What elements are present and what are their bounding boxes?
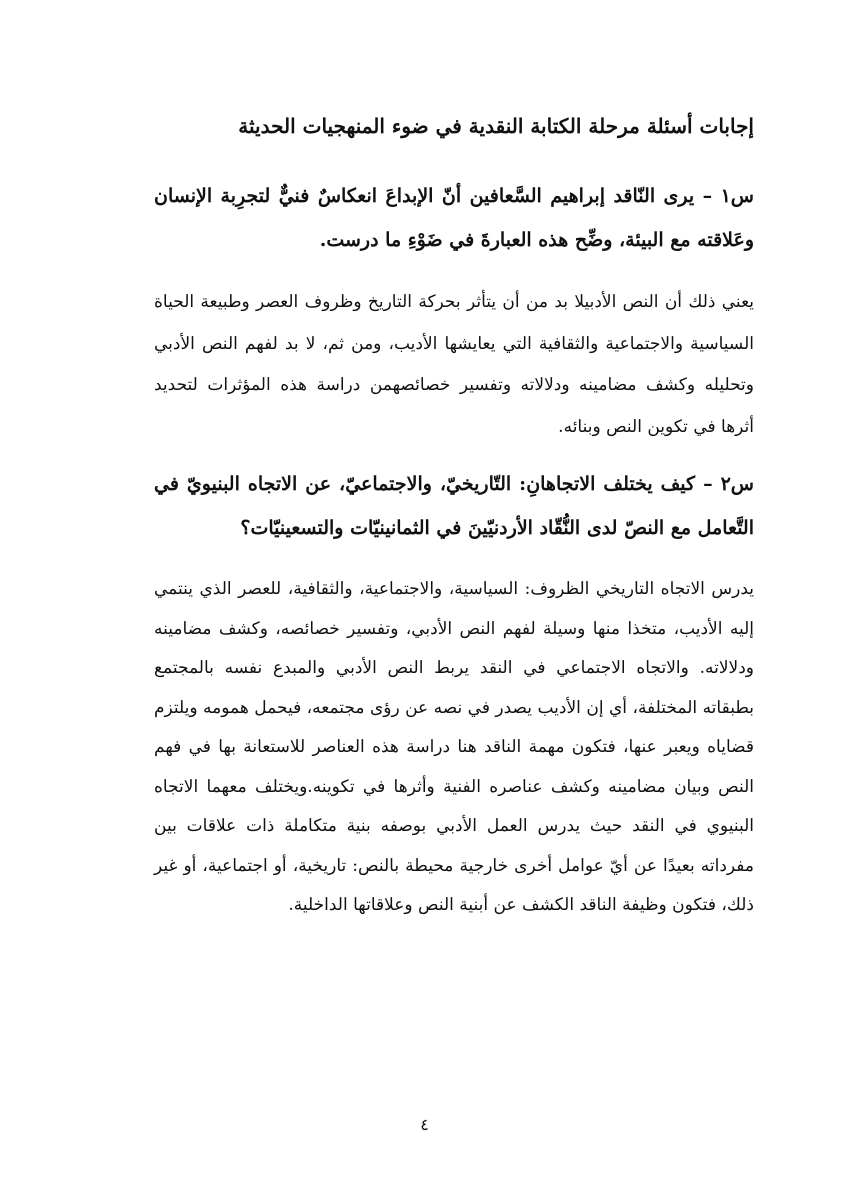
page-number: ٤ bbox=[420, 1115, 429, 1134]
question-block-2 bbox=[154, 462, 754, 926]
answer-2-text: يدرس الاتجاه التاريخي الظروف: السياسية، والاجتماعية، والثقافية، للعصر الذي ينتمي إليه الأديب، متخذا منها وسيلة لفهم النص الأدبي، وتفسير خصائصه، وكشف مضامينه ودلالاته. والاتجاه الاجتماعي في النقد يربط النص الأدبي والمبدع نفسه بالمجتمع بطبقاته المختلفة، أي إن الأديب يصدر في نصه عن رؤى مجتمعه، فيحمل همومه ويلتزم قضاياه ويعبر عنها، فتكون مهمة الناقد هنا دراسة هذه العناصر للاستعانة بها في فهم النص وبيان مضامينه وكشف عناصره الفنية وأثرها في تكوينه.ويختلف معهما الاتجاه البنيوي في النقد حيث يدرس العمل الأدبي بوصفه بنية متكاملة ذات علاقات بين مفرداته بعيدًا عن أيّ عوامل أخرى خارجية محيطة بالنص: تاريخية، أو اجتماعية، أو غير ذلك، فتكون وظيفة الناقد الكشف عن أبنية النص وعلاقاتها الداخلية. bbox=[154, 579, 754, 915]
question-2-text: س٢ – كيف يختلف الاتجاهانِ: التّاريخيّ، والاجتماعيّ، عن الاتجاه البنيويّ في التَّعامل مع النصّ لدى النُّقّاد الأردنيّينَ في الثمانينيّات والتسعينيّات؟ bbox=[154, 473, 754, 539]
page-content bbox=[154, 100, 754, 940]
question-block-1 bbox=[154, 174, 754, 448]
answer-1-text: يعني ذلك أن النص الأدبيلا بد من أن يتأثر بحركة التاريخ وظروف العصر وطبيعة الحياة السياسية والاجتماعية والثقافية التي يعايشها الأديب، ومن ثم، لا بد لفهم النص الأدبي وتحليله وكشف مضامينه ودلالاته وتفسير خصائصهمن دراسة هذه المؤثرات لتحديد أثرها في تكوين النص وبنائه. bbox=[154, 292, 754, 437]
question-1-text: س١ – يرى النّاقد إبراهيم السَّعافين أنّ الإبداعَ انعكاسٌ فنيٌّ لتجرِبة الإنسان وعَلاقته مع البيئة، وضِّح هذه العبارةَ في ضَوْءِ ما درست. bbox=[154, 185, 754, 251]
page-title: إجابات أسئلة مرحلة الكتابة النقدية في ضوء المنهجيات الحديثة bbox=[238, 114, 754, 138]
